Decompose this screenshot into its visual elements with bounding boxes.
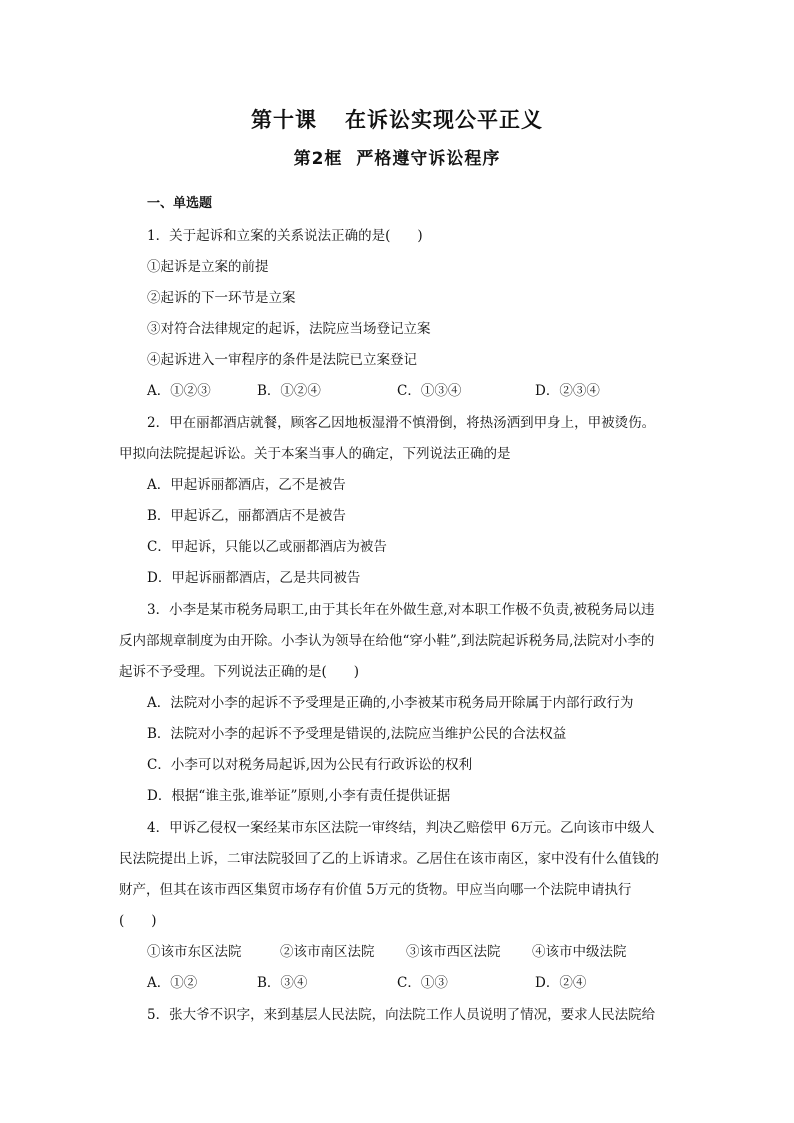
- q4-option-a: A．①②: [147, 975, 198, 991]
- q2-stem-line-2: 甲拟向法院提起诉讼。关于本案当事人的确定，下列说法正确的是: [119, 446, 511, 462]
- q2-option-c: C．甲起诉，只能以乙或丽都酒店为被告: [147, 539, 387, 555]
- q4-stem-line-2: 民法院提出上诉，二审法院驳回了乙的上诉请求。乙居住在该市南区，家中没有什么值钱的: [119, 851, 659, 867]
- q3-stem-line-2: 反内部规章制度为由开除。小李认为领导在给他“穿小鞋”,到法院起诉税务局,法院对小李的: [119, 633, 655, 649]
- q3-option-a: A．法院对小李的起诉不予受理是正确的,小李被某市税务局开除属于内部行政行为: [147, 695, 634, 711]
- q4-item-2: ②该市南区法院: [280, 944, 375, 960]
- q4-option-b: B．③④: [257, 975, 308, 991]
- frame-name: 严格遵守诉讼程序: [356, 149, 501, 169]
- q2-option-b: B．甲起诉乙，丽都酒店不是被告: [147, 508, 346, 524]
- q4-item-4: ④该市中级法院: [532, 944, 627, 960]
- q3-option-d: D．根据“谁主张,谁举证”原则,小李有责任提供证据: [147, 788, 451, 804]
- q3-option-c: C．小李可以对税务局起诉,因为公民有行政诉讼的权利: [147, 757, 473, 773]
- q1-item-2: ②起诉的下一环节是立案: [147, 290, 296, 306]
- lesson-title: [0, 104, 794, 134]
- q4-stem-line-1: 4．甲诉乙侵权一案经某市东区法院一审终结，判决乙赔偿甲 6万元。乙向该市中级人: [147, 820, 655, 836]
- q2-stem-line-1: 2．甲在丽都酒店就餐，顾客乙因地板湿滑不慎滑倒，将热汤洒到甲身上，甲被烫伤。: [147, 415, 656, 431]
- q1-item-3: ③对符合法律规定的起诉，法院应当场登记立案: [147, 321, 431, 337]
- q1-item-1: ①起诉是立案的前提: [147, 259, 269, 275]
- q4-option-c: C．①③: [397, 975, 448, 991]
- q1-option-a: A．①②③: [147, 383, 211, 399]
- lesson-number: 第十课: [251, 108, 317, 132]
- section-heading: 一、单选题: [147, 196, 213, 211]
- q4-item-3: ③该市西区法院: [406, 944, 501, 960]
- frame-number: 第2框: [293, 149, 343, 169]
- q4-option-d: D．②④: [535, 975, 587, 991]
- q3-stem-line-1: 3．小李是某市税务局职工,由于其长年在外做生意,对本职工作极不负责,被税务局以违: [147, 602, 655, 618]
- q4-item-1: ①该市东区法院: [147, 944, 242, 960]
- q5-stem-line-1: 5．张大爷不识字，来到基层人民法院，向法院工作人员说明了情况，要求人民法院给: [147, 1007, 656, 1023]
- lesson-name: 在诉讼实现公平正义: [345, 108, 543, 132]
- q1-stem: 1．关于起诉和立案的关系说法正确的是( ): [147, 228, 423, 244]
- frame-title: [0, 144, 794, 169]
- q3-option-b: B．法院对小李的起诉不予受理是错误的,法院应当维护公民的合法权益: [147, 726, 567, 742]
- q2-option-d: D．甲起诉丽都酒店，乙是共同被告: [147, 570, 361, 586]
- q4-items: [147, 940, 627, 960]
- q2-option-a: A．甲起诉丽都酒店，乙不是被告: [147, 477, 346, 493]
- q1-item-4: ④起诉进入一审程序的条件是法院已立案登记: [147, 352, 417, 368]
- q1-option-c: C．①③④: [397, 383, 462, 399]
- q4-stem-line-3: 财产，但其在该市西区集贸市场存有价值 5万元的货物。甲应当向哪一个法院申请执行: [119, 882, 632, 898]
- q1-option-b: B．①②④: [257, 383, 321, 399]
- q3-stem-line-3: 起诉不予受理。下列说法正确的是( ): [119, 664, 360, 680]
- q1-option-d: D．②③④: [535, 383, 600, 399]
- q4-options: [147, 971, 586, 991]
- q1-options: [147, 379, 600, 399]
- q4-stem-line-4: ( ): [119, 913, 157, 929]
